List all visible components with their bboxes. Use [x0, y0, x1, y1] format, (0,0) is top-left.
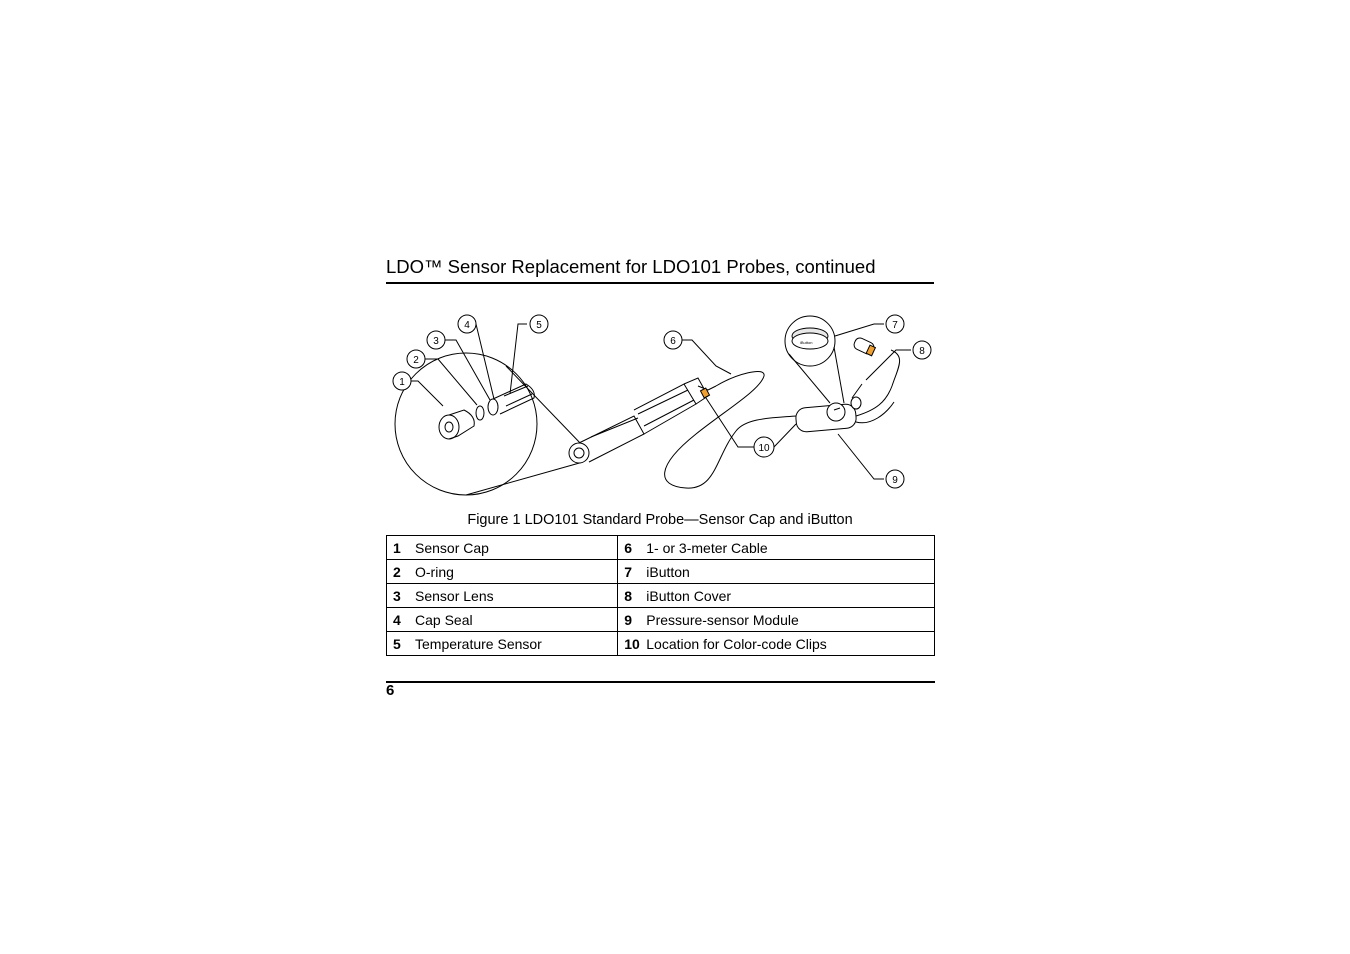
- cable: [665, 371, 796, 488]
- part-label: Location for Color-code Clips: [646, 632, 934, 656]
- part-number: 8: [618, 584, 647, 608]
- table-row: [387, 536, 935, 560]
- callout-7: [886, 315, 904, 333]
- callout-label: 9: [892, 475, 898, 486]
- part-number: 1: [387, 536, 416, 560]
- callout-label: 4: [464, 320, 470, 331]
- probe-body: [569, 378, 716, 463]
- probe-illustration: [386, 306, 934, 498]
- callout-3: [427, 331, 445, 349]
- part-label: 1- or 3-meter Cable: [646, 536, 934, 560]
- callout-label: 8: [919, 346, 925, 357]
- part-number: 7: [618, 560, 647, 584]
- part-label: iButton: [646, 560, 934, 584]
- callout-10: [754, 437, 774, 457]
- callout-label: 3: [433, 336, 439, 347]
- page-title: LDO™ Sensor Replacement for LDO101 Probes, continued: [386, 256, 876, 277]
- ibutton-text: iButton: [800, 340, 813, 345]
- callout-8: [913, 341, 931, 359]
- callout-5: [530, 315, 548, 333]
- table-row: [387, 560, 935, 584]
- sensor-lens-part: [488, 399, 498, 415]
- ibutton-cover: [851, 336, 876, 409]
- part-label: iButton Cover: [646, 584, 934, 608]
- part-number: 10: [618, 632, 647, 656]
- part-label: Sensor Cap: [415, 536, 618, 560]
- part-label: Temperature Sensor: [415, 632, 618, 656]
- title-divider: [386, 282, 934, 284]
- part-label: Pressure-sensor Module: [646, 608, 934, 632]
- callout-label: 5: [536, 320, 542, 331]
- part-label: Sensor Lens: [415, 584, 618, 608]
- callout-label: 2: [413, 355, 419, 366]
- part-number: 9: [618, 608, 647, 632]
- part-number: 3: [387, 584, 416, 608]
- parts-legend-table: [386, 535, 935, 656]
- footer-divider: [386, 681, 935, 683]
- sensor-zoom-circle: [395, 353, 583, 495]
- part-number: 2: [387, 560, 416, 584]
- callout-label: 1: [399, 377, 405, 388]
- callout-label: 7: [892, 320, 898, 331]
- callout-1: [393, 372, 411, 390]
- callout-label: 10: [758, 443, 770, 454]
- callout-6: [664, 331, 682, 349]
- table-row: [387, 584, 935, 608]
- probe-figure: [386, 306, 934, 498]
- figure-caption: Figure 1 LDO101 Standard Probe—Sensor Cap and iButton: [467, 512, 853, 528]
- part-number: 4: [387, 608, 416, 632]
- part-number: 6: [618, 536, 647, 560]
- part-label: Cap Seal: [415, 608, 618, 632]
- callout-2: [407, 350, 425, 368]
- page-number: 6: [386, 682, 395, 699]
- part-number: 5: [387, 632, 416, 656]
- callout-9: [886, 470, 904, 488]
- callout-label: 6: [670, 336, 676, 347]
- table-row: [387, 608, 935, 632]
- ibutton-zoom-circle: [785, 316, 844, 403]
- callout-4: [458, 315, 476, 333]
- part-label: O-ring: [415, 560, 618, 584]
- table-row: [387, 632, 935, 656]
